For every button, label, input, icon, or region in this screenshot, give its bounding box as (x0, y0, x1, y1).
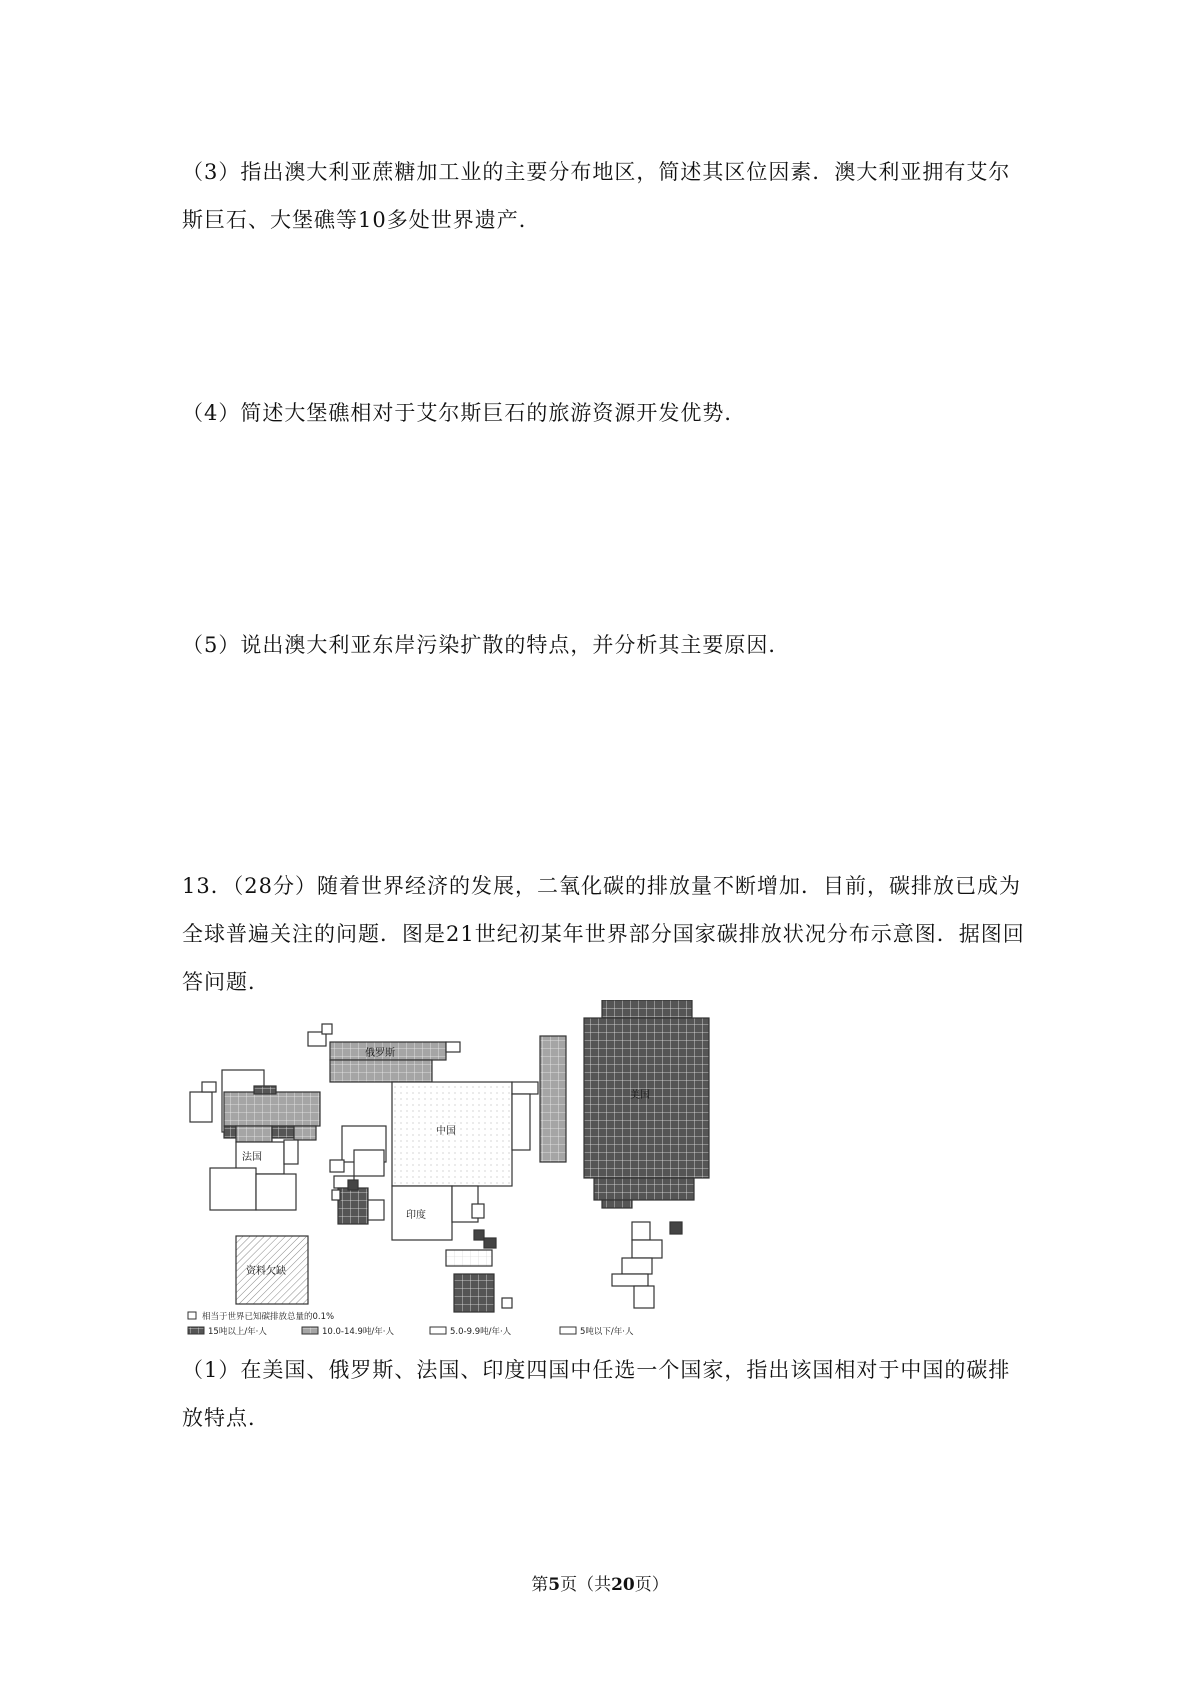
china-block (392, 1082, 538, 1186)
question-4: （4）简述大堡礁相对于艾尔斯巨石的旅游资源开发优势． (182, 401, 747, 425)
question-5: （5）说出澳大利亚东岸污染扩散的特点，并分析其主要原因． (182, 633, 791, 657)
page-footer (0, 1570, 1200, 1595)
canada-block (540, 1036, 566, 1162)
usa-block (584, 1000, 709, 1208)
legend-class-3: 5.0-9.9吨/年·人 (450, 1327, 512, 1337)
carbon-emission-cartogram (182, 1000, 768, 1340)
label-russia: 俄罗斯 (365, 1048, 395, 1059)
footer-page-number: 5 (548, 1575, 561, 1595)
legend (188, 1311, 634, 1337)
question-13: 13．（28分）随着世界经济的发展，二氧化碳的排放量不断增加．目前，碳排放已成为全球普遍关注的问题．图是21世纪初某年世界部分国家碳排放状况分布示意图．据图回答问题． (182, 874, 1025, 994)
question-3: （3）指出澳大利亚蔗糖加工业的主要分布地区，简述其区位因素．澳大利亚拥有艾尔斯巨石、大堡礁等10多处世界遗产． (182, 160, 1011, 232)
middle-east-blocks (330, 1126, 386, 1224)
latin-america-blocks (612, 1222, 682, 1308)
legend-class-1: 15吨以上/年·人 (208, 1327, 267, 1337)
legend-class-4: 5吨以下/年·人 (580, 1327, 634, 1337)
label-usa: 美国 (630, 1090, 650, 1101)
footer-suffix: 页） (634, 1575, 669, 1595)
asia-pacific-blocks (446, 1230, 512, 1312)
label-china: 中国 (436, 1126, 456, 1137)
legend-class-2: 10.0-14.9吨/年·人 (322, 1327, 394, 1337)
label-france: 法国 (242, 1152, 262, 1163)
footer-middle: 页（共 (560, 1575, 612, 1595)
europe-blocks (190, 1070, 320, 1210)
label-no-data: 资料欠缺 (246, 1266, 286, 1277)
question-13-1: （1）在美国、俄罗斯、法国、印度四国中任选一个国家，指出该国相对于中国的碳排放特点． (182, 1358, 1011, 1430)
legend-unit: 相当于世界已知碳排放总量的0.1% (202, 1312, 335, 1322)
label-india: 印度 (406, 1210, 426, 1221)
footer-total-pages: 20 (611, 1575, 635, 1595)
footer-prefix: 第 (531, 1575, 549, 1595)
